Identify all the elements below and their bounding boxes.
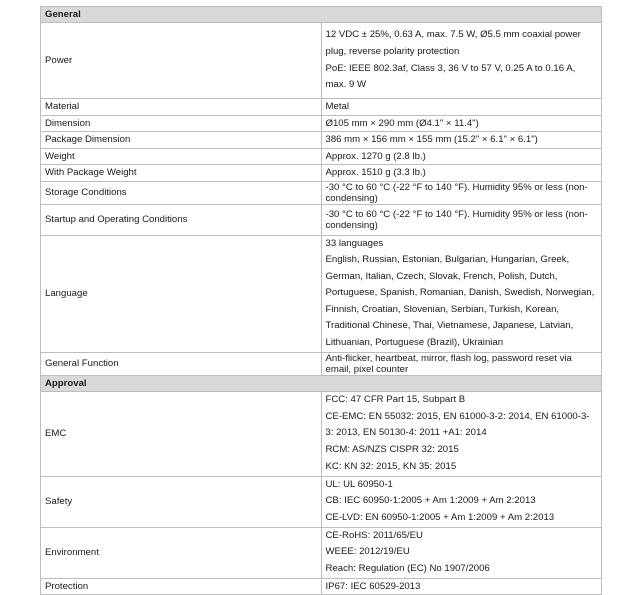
spec-label: Power <box>41 23 322 99</box>
spec-line: CE-RoHS: 2011/65/EU <box>325 529 423 541</box>
spec-line: 12 VDC ± 25%, 0.63 A, max. 7.5 W, Ø5.5 mm coaxial power plug, reverse polarity protection <box>325 29 581 57</box>
section-header-approval <box>41 375 602 391</box>
spec-row-power <box>41 23 602 99</box>
section-title: General <box>41 7 602 23</box>
spec-row-startup <box>41 204 602 235</box>
spec-line: CB: IEC 60950-1:2005 + Am 1:2009 + Am 2:2013 <box>325 495 536 507</box>
spec-line: PoE: IEEE 802.3af, Class 3, 36 V to 57 V, 0.25 A to 0.16 A, max. 9 W <box>325 62 576 91</box>
spec-label: Protection <box>41 578 322 595</box>
spec-label: With Package Weight <box>41 165 322 182</box>
spec-line: KC: KN 32: 2015, KN 35: 2015 <box>325 460 457 472</box>
spec-row-environment <box>41 527 602 578</box>
spec-row-protection <box>41 578 602 595</box>
spec-value <box>321 476 602 527</box>
spec-row-general-function <box>41 352 602 375</box>
spec-row-package-dimension <box>41 132 602 149</box>
spec-value: Ø105 mm × 290 mm (Ø4.1" × 11.4") <box>321 115 602 132</box>
spec-value: Anti-flicker, heartbeat, mirror, flash log, password reset via email, pixel counter <box>321 352 602 375</box>
spec-row-weight <box>41 148 602 165</box>
spec-line: UL: UL 60950-1 <box>325 478 393 490</box>
section-header-general <box>41 7 602 23</box>
spec-row-package-weight <box>41 165 602 182</box>
spec-value: Metal <box>321 99 602 116</box>
spec-value: Approx. 1270 g (2.8 lb.) <box>321 148 602 165</box>
spec-label: Startup and Operating Conditions <box>41 204 322 235</box>
spec-label: Dimension <box>41 115 322 132</box>
spec-row-emc <box>41 391 602 476</box>
spec-row-dimension <box>41 115 602 132</box>
spec-line: FCC: 47 CFR Part 15, Subpart B <box>325 394 466 406</box>
spec-value <box>321 527 602 578</box>
spec-table <box>40 6 602 595</box>
spec-label: EMC <box>41 391 322 476</box>
spec-line: CE-LVD: EN 60950-1:2005 + Am 1:2009 + Am 2:2013 <box>325 511 555 523</box>
spec-line: RCM: AS/NZS CISPR 32: 2015 <box>325 443 459 455</box>
spec-value <box>321 23 602 99</box>
spec-row-storage <box>41 181 602 204</box>
section-title: Approval <box>41 375 602 391</box>
spec-line: CE-EMC: EN 55032: 2015, EN 61000-3-2: 2014, EN 61000-3-3: 2013, EN 50130-4: 2011 +A1: 2014 <box>325 410 590 439</box>
spec-row-language <box>41 235 602 352</box>
spec-label: Storage Conditions <box>41 181 322 204</box>
spec-value: Approx. 1510 g (3.3 lb.) <box>321 165 602 182</box>
spec-label: Safety <box>41 476 322 527</box>
spec-value: -30 °C to 60 °C (-22 °F to 140 °F). Humidity 95% or less (non-condensing) <box>321 181 602 204</box>
spec-label: General Function <box>41 352 322 375</box>
spec-line: English, Russian, Estonian, Bulgarian, Hungarian, Greek, German, Italian, Czech, Slovak, French, Polish, Dutch, Portuguese, Spanish, Romanian, Danish, Swedish, Norwegian, Finnish, Croatian, Slovenian, Serbian, Turkish, Korean, Traditional Chinese, Thai, Vietnamese, Japanese, Latvian, Lithuanian, Portuguese (Brazil), Ukrainian <box>325 254 595 349</box>
spec-label: Environment <box>41 527 322 578</box>
spec-value <box>321 235 602 352</box>
spec-line: Reach: Regulation (EC) No 1907/2006 <box>325 562 490 574</box>
spec-value: 386 mm × 156 mm × 155 mm (15.2" × 6.1" × 6.1") <box>321 132 602 149</box>
spec-label: Material <box>41 99 322 116</box>
spec-line: 33 languages <box>325 237 384 249</box>
spec-label: Language <box>41 235 322 352</box>
spec-label: Package Dimension <box>41 132 322 149</box>
spec-label: Weight <box>41 148 322 165</box>
spec-line: WEEE: 2012/19/EU <box>325 546 410 558</box>
spec-value <box>321 391 602 476</box>
spec-row-material <box>41 99 602 116</box>
spec-value: IP67: IEC 60529-2013 <box>321 578 602 595</box>
spec-value: -30 °C to 60 °C (-22 °F to 140 °F). Humidity 95% or less (non-condensing) <box>321 204 602 235</box>
spec-row-safety <box>41 476 602 527</box>
